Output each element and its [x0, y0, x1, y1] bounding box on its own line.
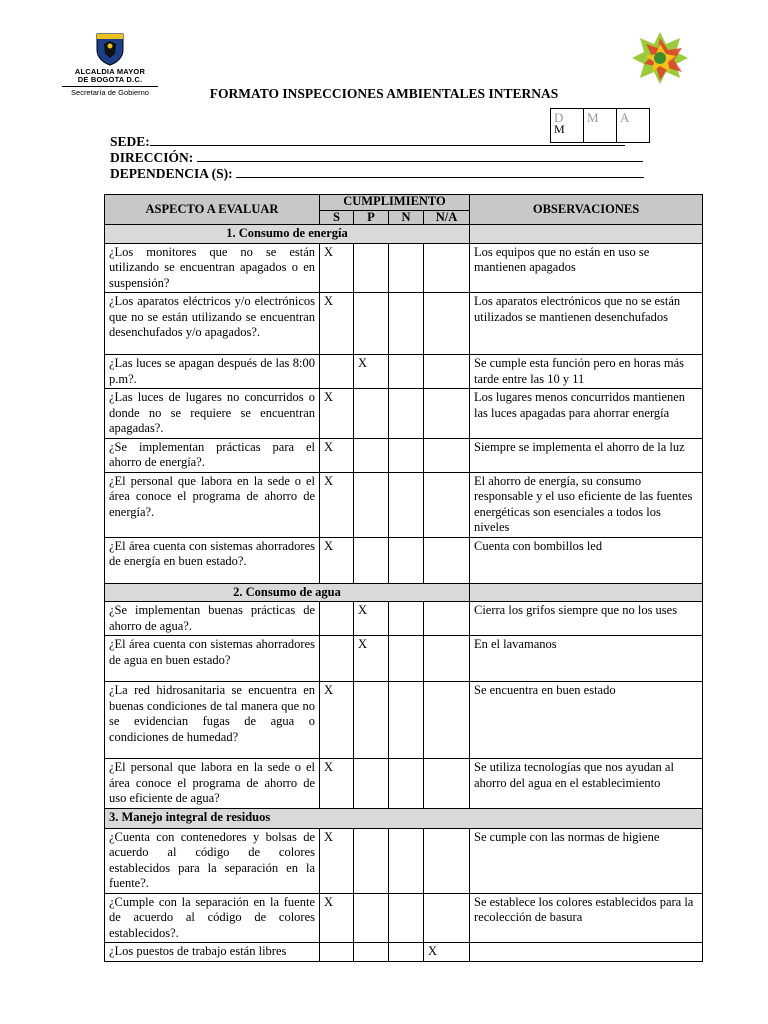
direccion-field[interactable] — [110, 150, 644, 166]
question-cell: ¿El área cuenta con sistemas ahorradores de agua en buen estado? — [105, 636, 320, 682]
mark-s-cell[interactable]: X — [320, 893, 354, 943]
section-row — [105, 225, 703, 244]
table-row — [105, 293, 703, 355]
date-year-label: A — [620, 110, 630, 125]
mark-na-cell[interactable] — [424, 438, 470, 472]
observation-cell[interactable]: Los equipos que no están en uso se mantienen apagados — [470, 243, 703, 293]
mark-p-cell[interactable] — [354, 759, 389, 809]
section-row — [105, 583, 703, 602]
mark-na-cell[interactable] — [424, 602, 470, 636]
mark-s-cell[interactable]: X — [320, 828, 354, 893]
sede-blank-line[interactable] — [150, 134, 625, 146]
mark-n-cell[interactable] — [389, 828, 424, 893]
table-row — [105, 243, 703, 293]
logo-line-3: Secretaría de Gobierno — [62, 86, 158, 97]
observation-cell[interactable]: Los aparatos electrónicos que no se están utilizados se mantienen desenchufados — [470, 293, 703, 355]
observation-cell[interactable]: Se utiliza tecnologías que nos ayudan al ahorro del agua en el establecimiento — [470, 759, 703, 809]
question-cell: ¿El área cuenta con sistemas ahorradores de energía en buen estado?. — [105, 537, 320, 583]
sede-label: SEDE: — [110, 134, 150, 149]
table-row — [105, 943, 703, 962]
inspection-table — [104, 194, 703, 962]
section-spacer — [470, 583, 703, 602]
section-title: 1. Consumo de energía — [105, 225, 470, 244]
observation-cell[interactable]: Se cumple esta función pero en horas más tarde entre las 10 y 11 — [470, 355, 703, 389]
mark-s-cell[interactable]: X — [320, 438, 354, 472]
question-cell: ¿Las luces se apagan después de las 8:00 p.m?. — [105, 355, 320, 389]
header-n: N — [389, 211, 424, 225]
mark-s-cell[interactable]: X — [320, 472, 354, 537]
mark-p-cell[interactable] — [354, 389, 389, 439]
mark-s-cell[interactable] — [320, 602, 354, 636]
mark-s-cell[interactable]: X — [320, 537, 354, 583]
dependencia-field[interactable] — [110, 166, 644, 182]
mark-n-cell[interactable] — [389, 389, 424, 439]
mark-p-cell[interactable]: X — [354, 636, 389, 682]
observation-cell[interactable] — [470, 943, 703, 962]
header-fields — [110, 134, 644, 182]
logo-line-2: DE BOGOTA D.C. — [77, 75, 143, 84]
header-aspecto: ASPECTO A EVALUAR — [105, 195, 320, 225]
mark-n-cell[interactable] — [389, 472, 424, 537]
observation-cell[interactable]: El ahorro de energía, su consumo responsable y el uso eficiente de las fuentes energéticas son esenciales a todos los niveles — [470, 472, 703, 537]
sede-field[interactable] — [110, 134, 644, 150]
mark-n-cell[interactable] — [389, 682, 424, 759]
mark-na-cell[interactable] — [424, 537, 470, 583]
header-p: P — [354, 211, 389, 225]
mark-n-cell[interactable] — [389, 243, 424, 293]
mark-s-cell[interactable]: X — [320, 389, 354, 439]
mark-na-cell[interactable] — [424, 355, 470, 389]
dependencia-blank-line[interactable] — [236, 166, 644, 178]
table-row — [105, 828, 703, 893]
table-row — [105, 389, 703, 439]
mark-s-cell[interactable]: X — [320, 293, 354, 355]
question-cell: ¿Las luces de lugares no concurridos o donde no se requiere se encuentran apagadas?. — [105, 389, 320, 439]
mark-p-cell[interactable]: X — [354, 602, 389, 636]
section-title: 3. Manejo integral de residuos — [105, 808, 703, 828]
mark-s-cell[interactable] — [320, 636, 354, 682]
table-row — [105, 355, 703, 389]
mark-na-cell[interactable] — [424, 293, 470, 355]
question-cell: ¿Los aparatos eléctricos y/o electrónicos que no se están utilizando se encuentran desenchufados y/o apagados?. — [105, 293, 320, 355]
dependencia-label: DEPENDENCIA (S): — [110, 166, 233, 181]
question-cell: ¿Los puestos de trabajo están libres — [105, 943, 320, 962]
mark-n-cell[interactable] — [389, 355, 424, 389]
table-row — [105, 759, 703, 809]
mark-p-cell[interactable] — [354, 293, 389, 355]
table-row — [105, 682, 703, 759]
mark-p-cell[interactable] — [354, 537, 389, 583]
table-row — [105, 438, 703, 472]
mark-n-cell[interactable] — [389, 759, 424, 809]
mark-na-cell[interactable] — [424, 682, 470, 759]
direccion-label: DIRECCIÓN: — [110, 150, 194, 165]
mark-p-cell[interactable] — [354, 943, 389, 962]
document-title: FORMATO INSPECCIONES AMBIENTALES INTERNAS — [209, 86, 559, 101]
header-na: N/A — [424, 211, 470, 225]
section-row — [105, 808, 703, 828]
observation-cell[interactable]: En el lavamanos — [470, 636, 703, 682]
mark-na-cell[interactable] — [424, 389, 470, 439]
environment-leaf-logo — [630, 30, 690, 86]
mark-p-cell[interactable] — [354, 682, 389, 759]
mark-n-cell[interactable] — [389, 293, 424, 355]
mark-s-cell[interactable]: X — [320, 759, 354, 809]
observation-cell[interactable]: Se cumple con las normas de higiene — [470, 828, 703, 893]
mark-n-cell[interactable] — [389, 893, 424, 943]
mark-p-cell[interactable] — [354, 438, 389, 472]
bogota-shield-icon — [95, 32, 125, 66]
question-cell: ¿La red hidrosanitaria se encuentra en buenas condiciones de tal manera que no se evidencian fugas de agua o condiciones de humedad? — [105, 682, 320, 759]
observation-cell[interactable]: Cuenta con bombillos led — [470, 537, 703, 583]
header-s: S — [320, 211, 354, 225]
observation-cell[interactable]: Se encuentra en buen estado — [470, 682, 703, 759]
observation-cell[interactable]: Siempre se implementa el ahorro de la luz — [470, 438, 703, 472]
question-cell: ¿Se implementan prácticas para el ahorro de energía?. — [105, 438, 320, 472]
mark-na-cell[interactable] — [424, 828, 470, 893]
mark-s-cell[interactable] — [320, 943, 354, 962]
question-cell: ¿El personal que labora en la sede o el área conoce el programa de ahorro de energía?. — [105, 472, 320, 537]
mark-n-cell[interactable] — [389, 943, 424, 962]
date-month-label: M — [587, 110, 599, 125]
section-spacer — [470, 225, 703, 244]
question-cell: ¿Cumple con la separación en la fuente de acuerdo al código de colores establecidos?. — [105, 893, 320, 943]
mark-n-cell[interactable] — [389, 537, 424, 583]
observation-cell[interactable]: Los lugares menos concurridos mantienen las luces apagadas para ahorrar energía — [470, 389, 703, 439]
section-title: 2. Consumo de agua — [105, 583, 470, 602]
mark-na-cell[interactable] — [424, 243, 470, 293]
mark-p-cell[interactable] — [354, 472, 389, 537]
direccion-blank-line[interactable] — [197, 150, 643, 162]
mark-s-cell[interactable] — [320, 355, 354, 389]
mark-n-cell[interactable] — [389, 636, 424, 682]
question-cell: ¿Los monitores que no se están utilizando se encuentran apagados o en suspensión? — [105, 243, 320, 293]
table-row — [105, 893, 703, 943]
mark-na-cell[interactable] — [424, 759, 470, 809]
observation-cell[interactable]: Cierra los grifos siempre que no los uses — [470, 602, 703, 636]
observation-cell[interactable]: Se establece los colores establecidos para la recolección de basura — [470, 893, 703, 943]
table-row — [105, 636, 703, 682]
mark-s-cell[interactable]: X — [320, 243, 354, 293]
table-row — [105, 602, 703, 636]
mark-na-cell[interactable]: X — [424, 943, 470, 962]
mark-p-cell[interactable] — [354, 828, 389, 893]
question-cell: ¿Se implementan buenas prácticas de ahorro de agua?. — [105, 602, 320, 636]
date-overflow-label: M — [554, 122, 565, 136]
mark-na-cell[interactable] — [424, 636, 470, 682]
mark-s-cell[interactable]: X — [320, 682, 354, 759]
logo-line-1: ALCALDIA MAYOR — [74, 67, 146, 76]
question-cell: ¿El personal que labora en la sede o el área conoce el programa de ahorro de uso eficiente de agua? — [105, 759, 320, 809]
question-cell: ¿Cuenta con contenedores y bolsas de acuerdo al código de colores establecidos para la separación en la fuente?. — [105, 828, 320, 893]
mark-p-cell[interactable]: X — [354, 355, 389, 389]
mark-p-cell[interactable] — [354, 243, 389, 293]
mark-na-cell[interactable] — [424, 893, 470, 943]
mark-p-cell[interactable] — [354, 893, 389, 943]
table-row — [105, 472, 703, 537]
date-day-label: D — [554, 110, 564, 125]
table-row — [105, 537, 703, 583]
mark-na-cell[interactable] — [424, 472, 470, 537]
mark-n-cell[interactable] — [389, 602, 424, 636]
mark-n-cell[interactable] — [389, 438, 424, 472]
header-cumplimiento: CUMPLIMIENTO — [320, 195, 470, 211]
header-observaciones: OBSERVACIONES — [470, 195, 703, 225]
